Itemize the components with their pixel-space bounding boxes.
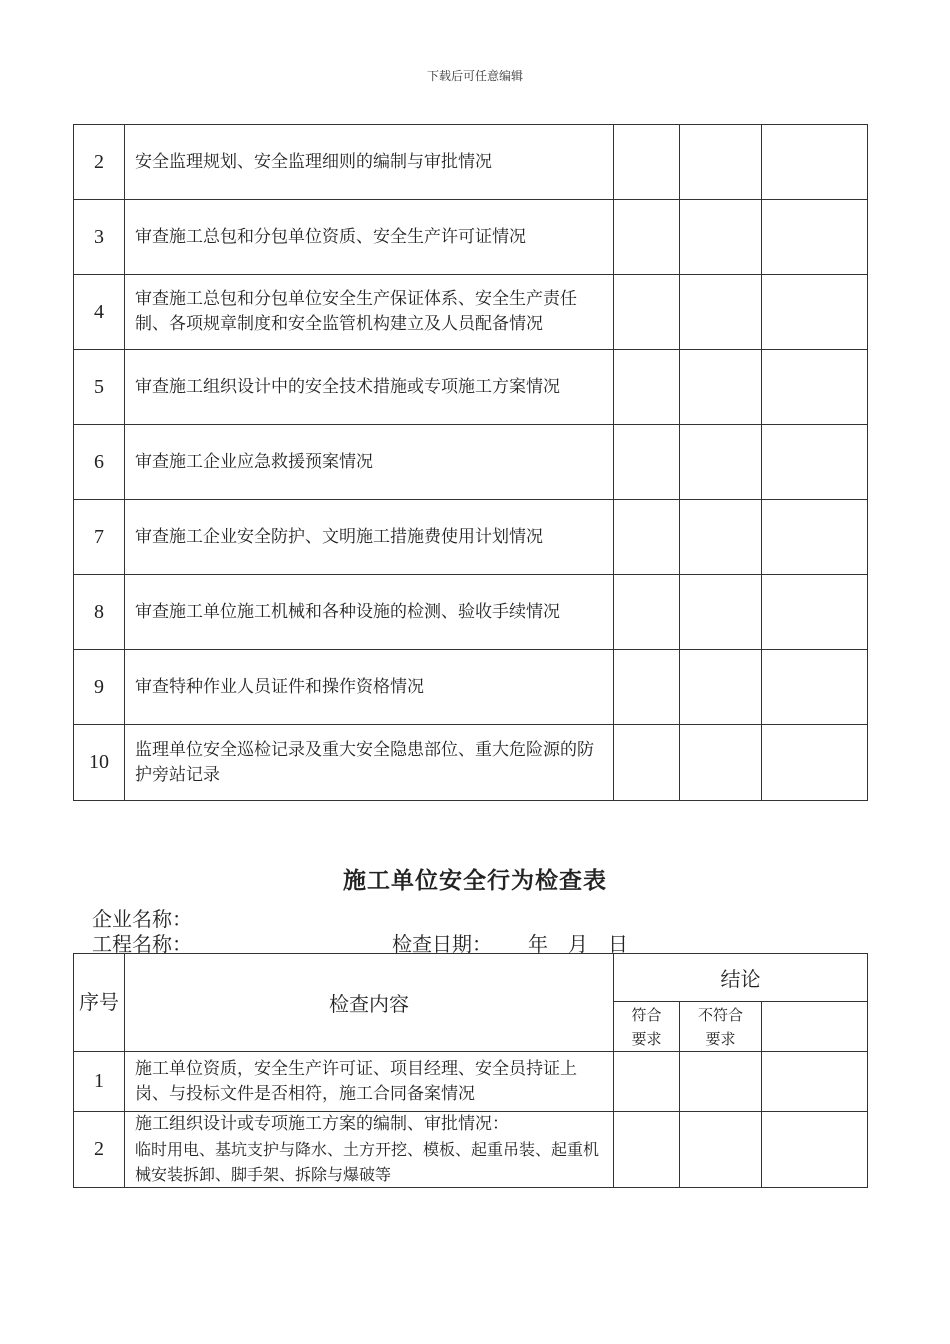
empty-cell[interactable] [680,425,762,500]
empty-cell[interactable] [614,425,680,500]
row-number: 8 [74,575,125,650]
row-content [125,1112,614,1188]
empty-cell[interactable] [762,275,868,350]
row-content-detail: 临时用电、基坑支护与降水、土方开挖、模板、起重吊装、起重机械安装拆卸、脚手架、拆除与爆破等 [135,1140,600,1184]
header-serial-number: 序号 [74,954,125,1052]
header-conform [614,1002,680,1052]
date-year: 年 [528,932,548,956]
row-number: 6 [74,425,125,500]
row-content-main: 施工组织设计或专项施工方案的编制、审批情况： [135,1114,509,1134]
header-conclusion: 结论 [614,954,868,1002]
table-row [74,500,868,575]
row-number: 1 [74,1052,125,1112]
empty-cell[interactable] [762,425,868,500]
company-name-label: 企业名称： [92,907,192,931]
header-note: 下载后可任意编辑 [426,69,523,83]
empty-cell[interactable] [614,1112,680,1188]
empty-cell[interactable] [680,1052,762,1112]
row-number: 5 [74,350,125,425]
row-content: 安全监理规划、安全监理细则的编制与审批情况 [125,125,614,200]
project-name-label: 工程名称： [92,932,192,956]
row-content: 审查施工总包和分包单位资质、安全生产许可证情况 [125,200,614,275]
empty-cell[interactable] [680,575,762,650]
header-row [74,954,868,1002]
construction-safety-behavior-table [73,953,868,1188]
empty-cell[interactable] [614,125,680,200]
empty-cell[interactable] [614,500,680,575]
empty-cell[interactable] [762,350,868,425]
row-number: 4 [74,275,125,350]
empty-cell[interactable] [614,350,680,425]
row-number: 10 [74,725,125,801]
header-nonconform [680,1002,762,1052]
empty-cell[interactable] [762,500,868,575]
empty-cell[interactable] [680,125,762,200]
section-title: 施工单位安全行为检查表 [343,867,607,894]
header-inspection-content: 检查内容 [125,954,614,1052]
table-row [74,1112,868,1188]
empty-cell[interactable] [614,200,680,275]
empty-cell[interactable] [680,725,762,801]
table-row [74,200,868,275]
row-number: 7 [74,500,125,575]
header-conform-text: 符合要求 [631,1005,662,1048]
empty-cell[interactable] [680,350,762,425]
table-row [74,575,868,650]
row-number: 9 [74,650,125,725]
empty-cell [762,1002,868,1052]
table-row [74,125,868,200]
empty-cell[interactable] [762,125,868,200]
table-row [74,425,868,500]
row-content: 审查施工总包和分包单位安全生产保证体系、安全生产责任制、各项规章制度和安全监管机构建立及人员配备情况 [125,275,614,350]
empty-cell[interactable] [762,1052,868,1112]
row-content: 审查施工组织设计中的安全技术措施或专项施工方案情况 [125,350,614,425]
row-content: 审查施工企业应急救援预案情况 [125,425,614,500]
empty-cell[interactable] [762,725,868,801]
date-month: 月 [568,932,588,956]
row-number: 2 [74,1112,125,1188]
empty-cell[interactable] [680,650,762,725]
row-content: 审查施工企业安全防护、文明施工措施费使用计划情况 [125,500,614,575]
row-number: 3 [74,200,125,275]
empty-cell[interactable] [762,1112,868,1188]
table-row [74,350,868,425]
empty-cell[interactable] [680,200,762,275]
row-content: 审查特种作业人员证件和操作资格情况 [125,650,614,725]
row-content: 监理单位安全巡检记录及重大安全隐患部位、重大危险源的防护旁站记录 [125,725,614,801]
empty-cell[interactable] [614,650,680,725]
row-number: 2 [74,125,125,200]
empty-cell[interactable] [614,725,680,801]
date-day: 日 [608,932,628,956]
table-row [74,1052,868,1112]
table-row [74,275,868,350]
inspection-date-label: 检查日期： [392,932,492,956]
table-row [74,725,868,801]
empty-cell[interactable] [614,275,680,350]
row-content: 施工单位资质，安全生产许可证、项目经理、安全员持证上岗、与投标文件是否相符，施工合同备案情况 [125,1052,614,1112]
empty-cell[interactable] [680,275,762,350]
safety-supervision-check-table [73,124,868,801]
empty-cell[interactable] [680,1112,762,1188]
table-row [74,650,868,725]
empty-cell[interactable] [762,200,868,275]
empty-cell[interactable] [614,575,680,650]
row-content: 审查施工单位施工机械和各种设施的检测、验收手续情况 [125,575,614,650]
empty-cell[interactable] [762,575,868,650]
empty-cell[interactable] [614,1052,680,1112]
empty-cell[interactable] [762,650,868,725]
header-nonconform-text: 不符合要求 [697,1005,743,1048]
empty-cell[interactable] [680,500,762,575]
